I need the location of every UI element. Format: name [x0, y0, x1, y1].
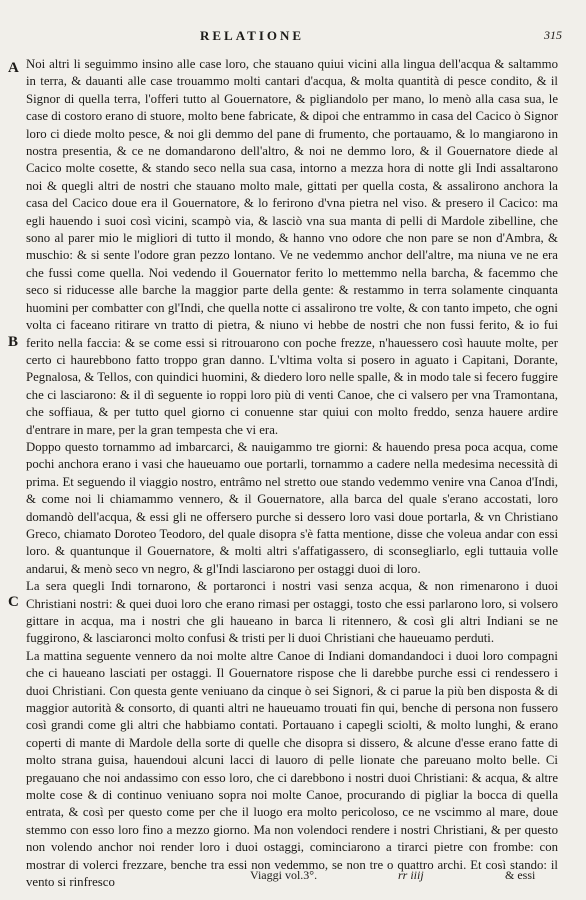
margin-marker-a: A [8, 60, 19, 76]
paragraph: La mattina seguente vennero da noi molte altre Canoe di Indiani domandandoci i duoi loro compagni che ci haueano lasciati per ostaggi. Il Gouernatore rispose che li darebbe purche essi ci rendessero i duoi Christiani. Con questa gente veniuano da cinque ò sei Signori, & ci parue la più ben disposta & di maggior autorità & consorto, di quanti altri ne haueuamo trouati fin qui, benche di persona non fussero così grandi come gli altri che habbiamo contati. Portauano i capegli sciolti, & molto lunghi, & erano coperti di mante di Mardole della sorte di quelle che disopra si dissero, & alcune d'esse erano fatte di molto strana guisa, hauendoui alcuni lacci di lauoro di pelle lionate che pareuano molto belle. Ci pregauano che noi andassimo con esso loro, che ci darebbono i nostri duoi Christiani: & acqua, & altre molte cose & di continuo veniuano sopra noi molte Canoe, procurando di pigliar la bocca di quella entrata, & così per questo come per che il luogo era molto pericoloso, ce ne vscimmo al mare, doue stemmo con esso loro fino a mezzo giorno. Ma non volendoci rendere i nostri Christiani, & per questo non volendo anchor noi render loro i duoi ostaggi, cominciarono a tirarci pietre con frombe: con mostrar di volerci frezzare, benche tra essi non vedemmo, se non tre o quattro archi. Et così stando: il vento si rinfresco [26, 648, 558, 890]
page-footer [0, 868, 586, 888]
volume-signature: Viaggi vol.3°. [250, 868, 318, 882]
sheet-mark: rr iiij [398, 868, 424, 882]
paragraph: Doppo questo tornammo ad imbarcarci, & nauigammo tre giorni: & hauendo presa poca acqua, come pochi anchora erano i vasi che haueuamo oue portarli, tornammo a cadere nella medesima necessità di prima. Et seguendo il viaggio nostro, entrâmo nel stretto oue stando vedemmo venire vna Canoa d'Indi, & come noi li chiamammo vennero, & il Gouernatore, alla barca del quale s'erano accostati, loro domandò dell'acqua, & essi gli ne offersero purche si dessero loro vasi doue portarla, & vn Christiano Greco, chiamato Doroteo Teodoro, del quale disopra s'è fatta mentione, disse che voleua andar con essi loro. & quantunque il Gouernatore, & molti altri s'affatigassero, di sconsegliarlo, egli tuttauia volle andarui, & menò seco vn negro, & gl'Indi lasciarono per ostaggi duoi di loro. [26, 439, 558, 576]
margin-marker-c: C [8, 594, 19, 610]
page-number: 315 [544, 28, 562, 42]
margin-marker-b: B [8, 334, 19, 350]
paragraph: La sera quegli Indi tornarono, & portaronci i nostri vasi senza acqua, & non rimenarono i duoi Christiani nostri: & quei duoi loro che erano rimasi per ostaggi, tosto che essi parlarono loro, si volsero gittare in acqua, ma i nostri che gli haueano in barca li ritennero, & così gli altri Indiani se ne fuggirono, & lasciaronci molto confusi & tristi per li duoi Christiani che haueuamo perduti. [26, 579, 558, 646]
body-text [26, 56, 558, 892]
catchword: & essi [505, 868, 536, 882]
paragraph: Noi altri li seguimmo insino alle case loro, che stauano quiui vicini alla lingua dell'acqua & saltammo in terra, & dauanti alle case trouammo molti cantari d'acqua, & molta quantità di pesce condito, & il Signor di quella terra, l'offeri tutto al Gouernatore, & pigliandolo per mano, lo menò alla casa sua, le case di costoro erano di stuore, molto bene fabricate, & dipoi che entrammo in casa del Cacico ò Signor loro ci diede molto pesce, & noi gli demmo del pane di frumento, che portauamo, & lo mangiarono in nostra presentia, & ce ne domandarono dell'altro, & noi ne demmo loro, & il Gouernatore diede al Cacico molte cosette, & stando seco nella sua casa, intorno a mezza hora di notte gli Indi assaltarono noi & quegli altri de nostri che stauano molto male, gittati per quella costa, & assalirono anchora la casa del Cacico doue era il Gouernatore, & lo ferirono d'vna pietra nel viso. & presero il Cacico: ma egli hauendo i suoi così vicini, scampò via, & lasciò vna sua manta di pelli di Mardole zibelline, che sono al parer mio le migliori di tutto il mondo, & hanno vno odore che non pare se non d'Ambra, & muschio: & si sente l'odore gran pezzo lontano. Ve ne vedemmo anchor dell'altre, ma niuna ve ne era che fussi come quella. Noi vedendo il Gouernator ferito lo mettemmo nella barcha, & facemmo che seco si riducesse alle barche la maggior parte della gente: & restammo in terra solamente cinquanta huomini per combatter con gl'Indi, che quella notte ci assalirono tre volte, & con tanto impeto, che ogni volta ci faceano ritirare vn tratto di pietra, & niuno vi hebbe de nostri che non fussi ferito, & io fui ferito nella faccia: & se come essi si ritrouarono con poche frezze, n'hauessero così hauute molte, per certo ci haurebbono fatto troppo gran danno. L'vltima volta si posero in aguato i Capitani, Dorante, Pegnalosa, & Tellos, con quindici huomini, & diedero loro nelle spalle, & in modo tale si fecero fuggire che ci lasciarono: & il dì seguente io roppi loro più di venti Canoe, che ci valsero per vna Tramontana, che soffiaua, & per tutto quel giorno ci conuenne star quiui con molto freddo, senza hauere ardire d'entrare in mare, per la gran tempesta che vi era. [26, 57, 558, 437]
page-header [0, 28, 586, 48]
running-head: RELATIONE [200, 28, 305, 43]
